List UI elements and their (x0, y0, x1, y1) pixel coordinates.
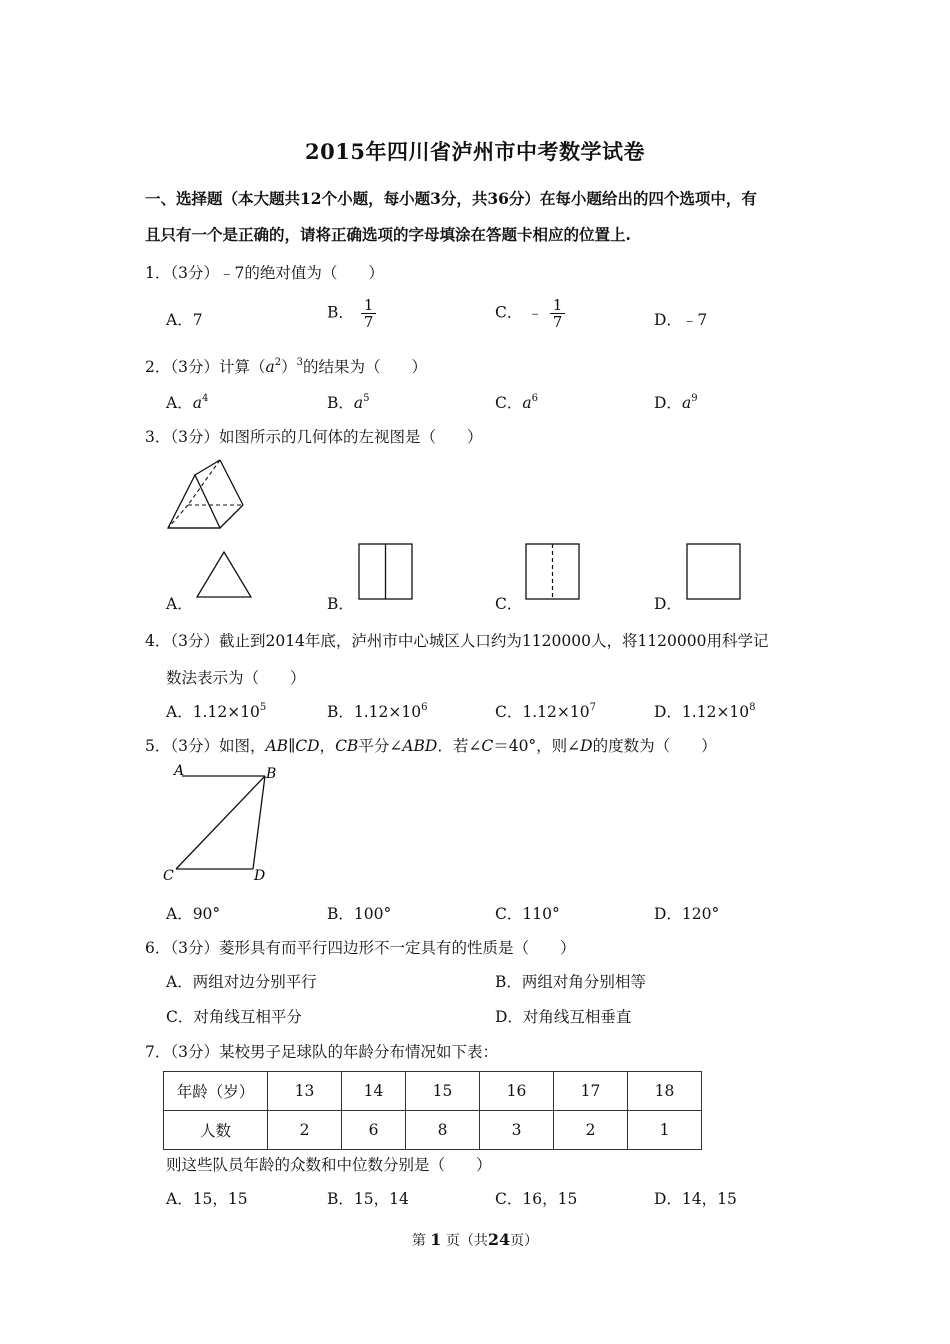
fraction (361, 297, 377, 330)
point-label-d: D (254, 868, 266, 884)
question-1-option-c[interactable] (495, 297, 567, 330)
age-distribution-table (163, 1071, 702, 1150)
question-2-stem (145, 355, 427, 377)
option-text: C．1.12×10 (495, 703, 590, 721)
footer-text: 页（共 (445, 1233, 488, 1249)
question-4-option-b[interactable] (327, 700, 428, 722)
question-4-option-c[interactable] (495, 700, 596, 722)
option-text: A．1.12×10 (166, 703, 260, 721)
question-1-option-b[interactable] (327, 297, 378, 330)
option-text: B．1.12×10 (327, 703, 422, 721)
question-7-option-c[interactable]: C．16，15 (495, 1190, 578, 1208)
table-cell: 年龄（岁） (164, 1072, 268, 1111)
table-cell: 3 (480, 1111, 554, 1150)
question-3-option-c[interactable]: C． (495, 595, 523, 613)
variable-a: a (192, 394, 202, 412)
option-label: C． (495, 394, 523, 412)
section-heading (145, 181, 810, 253)
stem-text: 5．（3分）如图， (145, 737, 266, 755)
table-cell: 15 (406, 1072, 480, 1111)
exponent: 5 (363, 393, 370, 404)
exponent: 3 (296, 357, 303, 368)
question-6-stem: 6．（3分）菱形具有而平行四边形不一定具有的性质是（ ） (145, 939, 576, 957)
question-7-stem: 7．（3分）某校男子足球队的年龄分布情况如下表： (145, 1043, 498, 1061)
stem-text: 平分∠ (358, 737, 403, 755)
question-4-option-d[interactable] (654, 700, 756, 722)
footer-text: 第 (411, 1233, 426, 1249)
question-3-option-b[interactable]: B． (327, 595, 354, 613)
triangular-prism-figure (163, 455, 253, 535)
question-5-option-b[interactable]: B．100° (327, 905, 392, 923)
question-6-option-d[interactable]: D．对角线互相垂直 (495, 1008, 632, 1026)
parallel-symbol: ∥ (288, 737, 296, 755)
question-7-option-d[interactable]: D．14，15 (654, 1190, 737, 1208)
exponent: 7 (589, 702, 596, 713)
option-b-rectangle-solid-line-figure (358, 543, 414, 601)
question-3-option-d[interactable]: D． (654, 595, 682, 613)
fraction-numerator: 1 (550, 297, 566, 314)
question-7-question: 则这些队员年龄的众数和中位数分别是（ ） (166, 1156, 492, 1174)
question-3-stem: 3．（3分）如图所示的几何体的左视图是（ ） (145, 428, 483, 446)
question-6-option-b[interactable]: B．两组对角分别相等 (495, 973, 646, 991)
exponent: 6 (421, 702, 428, 713)
page-footer (0, 1230, 950, 1250)
stem-text: ） (281, 358, 297, 376)
angle-c: C (481, 737, 494, 755)
table-cell: 6 (342, 1111, 406, 1150)
question-6-option-c[interactable]: C．对角线互相平分 (166, 1008, 302, 1026)
question-5-option-a[interactable]: A．90° (166, 905, 221, 923)
question-4-stem: 4．（3分）截止到2014年底，泸州市中心城区人口约为1120000人，将1120000用科学记 (145, 632, 769, 650)
table-cell: 16 (480, 1072, 554, 1111)
option-label: A． (166, 394, 193, 412)
option-a-triangle-figure (195, 550, 253, 600)
option-label: D． (654, 394, 682, 412)
option-d-square-figure (686, 543, 742, 601)
current-page-number: 1 (430, 1230, 442, 1249)
total-page-count: 24 (487, 1230, 511, 1249)
segment-cb: CB (335, 737, 359, 755)
table-cell: 人数 (164, 1111, 268, 1150)
option-label: B． (327, 394, 354, 412)
section-heading-line2: 且只有一个是正确的，请将正确选项的字母填涂在答题卡相应的位置上. (145, 225, 631, 244)
section-heading-line1: 一、选择题（本大题共12个小题，每小题3分，共36分）在每小题给出的四个选项中，有 (145, 189, 757, 208)
variable-a: a (265, 358, 275, 376)
variable-a: a (522, 394, 532, 412)
question-1-option-a[interactable]: A．7 (166, 311, 203, 329)
question-5-stem (145, 734, 717, 756)
exponent: 9 (691, 393, 698, 404)
point-label-c: C (163, 868, 174, 884)
table-row (164, 1111, 702, 1150)
footer-text: 页） (510, 1233, 539, 1249)
variable-a: a (353, 394, 364, 412)
question-7-option-a[interactable]: A．15，15 (166, 1190, 248, 1208)
stem-text: ＝40°，则∠ (493, 737, 581, 755)
question-1-option-d[interactable]: D．﹣7 (654, 311, 708, 329)
segment-cd: CD (295, 737, 320, 755)
angle-d: D (580, 737, 593, 755)
exponent: 6 (531, 393, 538, 404)
stem-text: 的度数为（ ） (592, 737, 717, 755)
table-cell: 18 (628, 1072, 702, 1111)
table-cell: 2 (268, 1111, 342, 1150)
fraction-numerator: 1 (361, 297, 377, 314)
table-cell: 2 (554, 1111, 628, 1150)
minus-sign: ﹣ (527, 303, 543, 322)
table-cell: 17 (554, 1072, 628, 1111)
fraction (550, 297, 566, 330)
question-6-option-a[interactable]: A．两组对边分别平行 (166, 973, 317, 991)
table-cell: 8 (406, 1111, 480, 1150)
question-5-option-c[interactable]: C．110° (495, 905, 560, 923)
table-cell: 14 (342, 1072, 406, 1111)
stem-text: ．若∠ (437, 737, 482, 755)
stem-text: 2．（3分）计算（ (145, 358, 266, 376)
fraction-denominator: 7 (363, 313, 374, 331)
question-1-stem: 1．（3分）﹣7的绝对值为（ ） (145, 264, 384, 282)
segment-ab: AB (265, 737, 289, 755)
parallel-lines-figure (162, 762, 292, 887)
question-3-option-a[interactable]: A． (166, 595, 193, 613)
question-2-option-a[interactable] (166, 391, 208, 413)
option-text: D．1.12×10 (654, 703, 750, 721)
question-5-option-d[interactable]: D．120° (654, 905, 720, 923)
question-4-option-a[interactable] (166, 700, 266, 722)
option-label: B． (327, 303, 354, 322)
question-2-option-b[interactable] (327, 391, 370, 413)
exponent: 4 (201, 393, 209, 404)
question-2-option-d[interactable] (654, 391, 698, 413)
table-header-row (164, 1072, 702, 1111)
exponent: 5 (259, 702, 267, 713)
stem-text: ， (319, 737, 336, 755)
table-cell: 13 (268, 1072, 342, 1111)
fraction-denominator: 7 (552, 313, 563, 331)
point-label-b: B (266, 766, 277, 782)
table-cell: 1 (628, 1111, 702, 1150)
angle-abd: ABD (402, 737, 438, 755)
option-label: C． (495, 303, 523, 322)
point-label-a: A (174, 763, 185, 779)
question-2-option-c[interactable] (495, 391, 538, 413)
stem-text: 的结果为（ ） (303, 358, 428, 376)
question-7-option-b[interactable]: B．15，14 (327, 1190, 409, 1208)
exponent: 8 (749, 702, 756, 713)
variable-a: a (681, 394, 692, 412)
option-c-rectangle-dashed-line-figure (525, 543, 581, 601)
question-4-stem-continued: 数法表示为（ ） (166, 669, 306, 687)
exponent: 2 (274, 357, 282, 368)
page-title: 2015年四川省泸州市中考数学试卷 (305, 139, 645, 164)
